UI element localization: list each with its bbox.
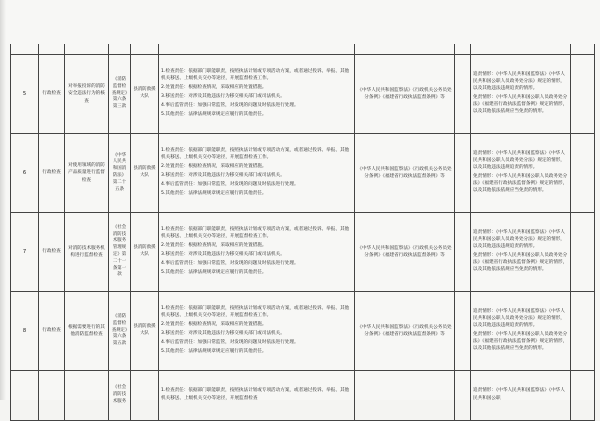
- duty-line: 4.事后监管责任：加强日常监管，对发现的问题及时依法进行处理。: [161, 261, 299, 267]
- row-legal-basis: 《消防监督检查规定》第六条第五款: [109, 292, 131, 371]
- row-category: 行政检查: [39, 213, 65, 292]
- table-row: [11, 371, 595, 421]
- duty-line: 3.移送责任：对涉及其他违法行为移交相关部门或司法机关。: [161, 252, 285, 257]
- duty-line: 1.检查责任：依据部门职能职责，按照执法计划或专项活动方案，或者通过投诉、举报、其他机关移送、上级机关交办等途径，开展监督检查: [161, 388, 350, 401]
- row-category: 行政检查: [39, 134, 65, 213]
- duty-line: 4.事后监管责任：加强日常监管，对发现的问题及时依法进行处理。: [161, 340, 299, 346]
- duty-line: 1.检查责任：依据部门职能职责，按照执法计划或专项活动方案，或者通过投诉、举报、其他机关移送、上级机关交办等途径，开展监督检查工作。: [161, 305, 350, 318]
- accountability-line: 免责情形：《中华人民共和国公职人员政务处分法》《福建省行政执法监督条例》规定的情形，以及其他依法依规应当免责的情形。: [473, 174, 568, 194]
- row-legal-basis: 《社会消防技术服务: [109, 371, 131, 421]
- row-law-reference: 《中华人民共和国监察法》《行政机关公务员处分条例》《福建省行政执法监督条例》等: [355, 292, 455, 371]
- duty-line: 3.移送责任：对涉及其他违法行为移交相关部门或司法机关。: [161, 173, 285, 178]
- row-department: 县消防救援大队: [131, 213, 159, 292]
- row-legal-basis: 《社会消防技术服务管理规定》第二十一条第一款: [109, 213, 131, 292]
- row-legal-basis: 《中华人民共和国消防法》第二十五条: [109, 134, 131, 213]
- row-remarks: [571, 371, 595, 421]
- accountability-line: 追责情形：《中华人民共和国监察法》《中华人民共和国公职人员政务处分法》规定的情形，以及其他违法违规追责的情形。: [473, 308, 565, 328]
- table-top-edge: [11, 44, 595, 55]
- accountability-line: 免责情形：《中华人民共和国公职人员政务处分法》《福建省行政执法监督条例》规定的情形，以及其他依法依规应当免责的情形。: [473, 95, 568, 115]
- duty-line: 5.其他责任：法律法规规章规定应履行的其他责任。: [161, 349, 267, 355]
- row-accountability: [471, 371, 571, 421]
- row-remarks: [571, 55, 595, 134]
- row-number: 6: [11, 134, 39, 213]
- row-spacer: [455, 371, 471, 421]
- row-duties: [159, 134, 355, 213]
- duty-line: 1.检查责任：依据部门职能职责，按照执法计划或专项活动方案，或者通过投诉、举报、其他机关移送、上级机关交办等途径，开展监督检查工作。: [161, 68, 350, 81]
- row-department: [131, 371, 159, 421]
- duty-line: 5.其他责任：法律法规规章规定应履行的其他责任。: [161, 270, 267, 276]
- duty-line: 4.事后监管责任：加强日常监管，对发现的问题及时依法进行处理。: [161, 182, 299, 188]
- row-department: 县消防救援大队: [131, 134, 159, 213]
- row-law-reference: 《中华人民共和国监察法》《行政机关公务员处分条例》《福建省行政执法监督条例》等: [355, 213, 455, 292]
- row-spacer: [455, 213, 471, 292]
- duty-line: 2.处置责任：根据检查情况，采取相应的处置措施。: [161, 84, 267, 90]
- table-row: [11, 55, 595, 134]
- row-accountability: [471, 55, 571, 134]
- accountability-line: 追责情形：《中华人民共和国监察法》《中华人民共和国公职: [473, 388, 565, 401]
- row-number: 5: [11, 55, 39, 134]
- row-category: [39, 371, 65, 421]
- row-duties: [159, 55, 355, 134]
- row-duties: [159, 371, 355, 421]
- accountability-line: 追责情形：《中华人民共和国监察法》《中华人民共和国公职人员政务处分法》规定的情形，以及其他违法违规追责的情形。: [473, 229, 565, 249]
- duty-line: 5.其他责任：法律法规规章规定应履行的其他责任。: [161, 112, 267, 118]
- row-remarks: [571, 292, 595, 371]
- row-duties: [159, 213, 355, 292]
- accountability-line: 免责情形：《中华人民共和国公职人员政务处分法》《福建省行政执法监督条例》规定的情形，以及其他依法依规应当免责的情形。: [473, 253, 568, 273]
- row-category: 行政检查: [39, 55, 65, 134]
- scan-edge-shadow: [0, 0, 6, 400]
- duty-line: 2.处置责任：根据检查情况，采取相应的处置措施。: [161, 163, 267, 169]
- row-law-reference: 《中华人民共和国监察法》《行政机关公务员处分条例》《福建省行政执法监督条例》等: [355, 55, 455, 134]
- duty-line: 2.处置责任：根据检查情况，采取相应的处置措施。: [161, 242, 267, 248]
- row-department: 县消防救援大队: [131, 55, 159, 134]
- row-number: 7: [11, 213, 39, 292]
- row-item-name: 对消防技术服务机构进行监督检查: [65, 213, 109, 292]
- row-department: 县消防救援大队: [131, 292, 159, 371]
- row-legal-basis: 《消防监督检查规定》第六条第三款: [109, 55, 131, 134]
- row-number: 8: [11, 292, 39, 371]
- row-remarks: [571, 134, 595, 213]
- accountability-line: 追责情形：《中华人民共和国监察法》《中华人民共和国公职人员政务处分法》规定的情形，以及其他违法违规追责的情形。: [473, 71, 565, 91]
- row-spacer: [455, 55, 471, 134]
- row-law-reference: 《中华人民共和国监察法》《行政机关公务员处分条例》《福建省行政执法监督条例》等: [355, 134, 455, 213]
- duty-line: 1.检查责任：依据部门职能职责，按照执法计划或专项活动方案，或者通过投诉、举报、其他机关移送、上级机关交办等途径，开展监督检查工作。: [161, 147, 350, 160]
- accountability-line: 追责情形：《中华人民共和国监察法》《中华人民共和国公职人员政务处分法》规定的情形，以及其他违法违规追责的情形。: [473, 150, 565, 170]
- table-row: [11, 292, 595, 371]
- row-item-name: 根据需要进行的其他消防监督检查: [65, 292, 109, 371]
- row-accountability: [471, 213, 571, 292]
- row-item-name: 对举报投诉的消防安全违法行为的核查: [65, 55, 109, 134]
- row-accountability: [471, 292, 571, 371]
- row-remarks: [571, 213, 595, 292]
- row-number: [11, 371, 39, 421]
- row-category: 行政检查: [39, 292, 65, 371]
- row-item-name: [65, 371, 109, 421]
- duty-line: 3.移送责任：对涉及其他违法行为移交相关部门或司法机关。: [161, 94, 285, 99]
- row-law-reference: [355, 371, 455, 421]
- duty-line: 1.检查责任：依据部门职能职责，按照执法计划或专项活动方案，或者通过投诉、举报、其他机关移送、上级机关交办等途径，开展监督检查工作。: [161, 226, 350, 239]
- row-duties: [159, 292, 355, 371]
- duty-line: 5.其他责任：法律法规规章规定应履行的其他责任。: [161, 191, 267, 197]
- row-item-name: 对使用领域的消防产品质量进行监督检查: [65, 134, 109, 213]
- duty-line: 2.处置责任：根据检查情况，采取相应的处置措施。: [161, 321, 267, 327]
- table-row: [11, 213, 595, 292]
- duty-line: 3.移送责任：对涉及其他违法行为移交相关部门或司法机关。: [161, 331, 285, 336]
- table-row: [11, 134, 595, 213]
- responsibility-table: [10, 44, 595, 421]
- accountability-line: 免责情形：《中华人民共和国公职人员政务处分法》《福建省行政执法监督条例》规定的情形，以及其他依法依规应当免责的情形。: [473, 332, 568, 352]
- duty-line: 4.事后监管责任：加强日常监管，对发现的问题及时依法进行处理。: [161, 103, 299, 109]
- row-spacer: [455, 134, 471, 213]
- row-accountability: [471, 134, 571, 213]
- row-spacer: [455, 292, 471, 371]
